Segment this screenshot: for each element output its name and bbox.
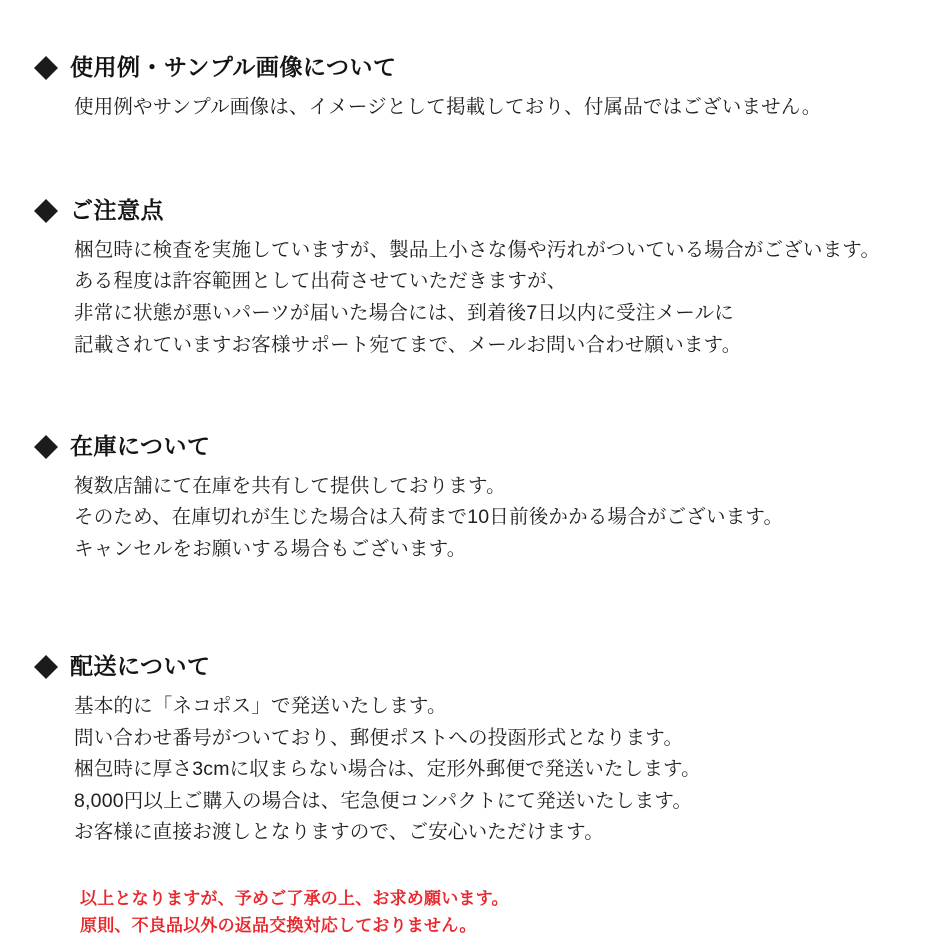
notice-text xyxy=(80,885,910,939)
section-usage-body xyxy=(74,92,910,124)
body-line: 複数店舗にて在庫を共有して提供しております。 xyxy=(74,474,506,497)
section-shipping-title: 配送について xyxy=(70,653,211,680)
section-shipping-header xyxy=(34,653,910,681)
section-usage xyxy=(34,54,910,123)
section-stock-header xyxy=(34,433,910,461)
body-line: 非常に状態が悪いパーツが届いた場合には、到着後7日以内に受注メールに xyxy=(74,301,734,324)
notice-line: 以上となりますが、予めご了承の上、お求め願います。 xyxy=(80,888,509,908)
section-shipping xyxy=(34,653,910,848)
body-line: 梱包時に検査を実施していますが、製品上小さな傷や汚れがついている場合がございます。 xyxy=(74,238,881,261)
body-line: 問い合わせ番号がついており、郵便ポストへの投函形式となります。 xyxy=(74,726,684,749)
body-line: そのため、在庫切れが生じた場合は入荷まで10日前後かかる場合がございます。 xyxy=(74,506,784,529)
section-stock-body xyxy=(74,471,910,566)
body-line: 使用例やサンプル画像は、イメージとして掲載しており、付属品ではございません。 xyxy=(74,95,822,118)
section-stock xyxy=(34,433,910,565)
section-caution xyxy=(34,197,910,361)
body-line: 8,000円以上ご購入の場合は、宅急便コンパクトにて発送いたします。 xyxy=(74,789,693,812)
body-line: ある程度は許容範囲として出荷させていただきますが、 xyxy=(74,270,567,293)
diamond-bullet-icon xyxy=(34,423,58,447)
body-line: 記載されていますお客様サポート宛てまで、メールお問い合わせ願います。 xyxy=(74,333,742,356)
section-caution-title: ご注意点 xyxy=(70,197,164,224)
section-caution-header xyxy=(34,197,910,225)
diamond-bullet-icon xyxy=(34,643,58,667)
diamond-bullet-icon xyxy=(34,187,58,211)
body-line: 基本的に「ネコポス」で発送いたします。 xyxy=(74,695,447,717)
section-usage-title: 使用例・サンプル画像について xyxy=(70,54,397,80)
body-line: 梱包時に厚さ3cmに収まらない場合は、定形外郵便で発送いたします。 xyxy=(74,758,701,781)
body-line: お客様に直接お渡しとなりますので、ご安心いただけます。 xyxy=(74,821,604,844)
diamond-bullet-icon xyxy=(34,44,58,68)
section-shipping-body xyxy=(74,691,910,849)
notice-line: 原則、不良品以外の返品交換対応しておりません。 xyxy=(80,916,477,936)
body-line: キャンセルをお願いする場合もございます。 xyxy=(74,537,467,560)
section-usage-header xyxy=(34,54,910,82)
section-stock-title: 在庫について xyxy=(70,433,211,460)
section-caution-body xyxy=(74,235,910,361)
